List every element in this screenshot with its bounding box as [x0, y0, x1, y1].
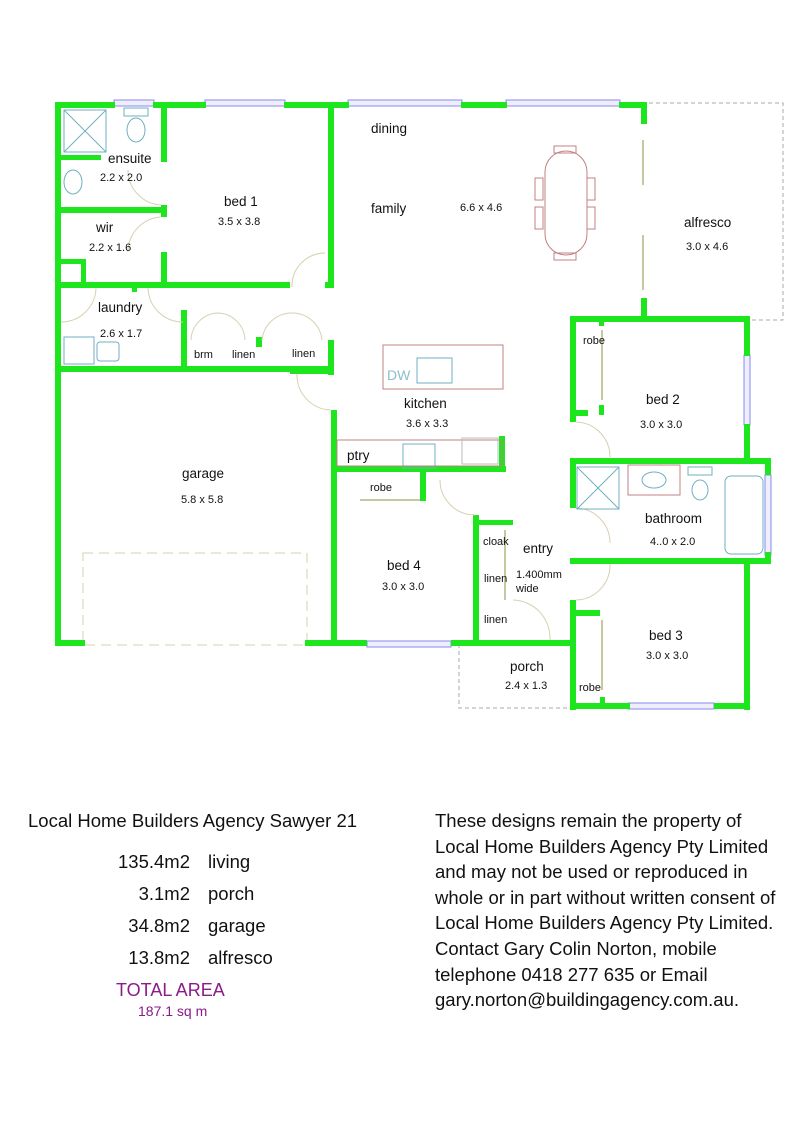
room-name: porch — [510, 659, 544, 674]
room-name: robe — [583, 335, 606, 347]
room-name: dining — [371, 121, 408, 136]
area-summary — [28, 810, 408, 1019]
fridge-icon — [462, 438, 498, 464]
toilet-cistern-icon — [124, 108, 148, 116]
basin-icon — [64, 170, 82, 194]
area-value: 13.8m2 — [128, 947, 190, 968]
room-dim: 3.6 x 3.3 — [406, 418, 449, 430]
room-name: linen — [292, 348, 316, 360]
room-dim: 6.6 x 4.6 — [460, 202, 503, 214]
room-dim: 4..0 x 2.0 — [650, 536, 696, 548]
laundry-tub-icon — [64, 337, 94, 364]
room-name: bed 3 — [649, 628, 683, 643]
toilet-icon — [127, 118, 145, 142]
outdoor-outlines — [459, 103, 783, 708]
total-area-value: 187.1 sq m — [138, 1003, 208, 1019]
area-value: 135.4m2 — [118, 851, 190, 872]
copyright-notice: These designs remain the property of Local Home Builders Agency Pty Limited and may not be used or reproduced in whole or in part without written consent of Local Home Builders Agency Pty Limited. Contact Gary Colin Norton, mobile telephone 0418 277 635 or Email gary.norton@buildingagency.com.au. — [435, 810, 776, 1011]
room-name: bed 2 — [646, 392, 680, 407]
toilet-cistern-icon — [688, 467, 712, 475]
room-name: bed 4 — [387, 558, 421, 573]
basin-icon — [642, 472, 666, 488]
ensuite-fixtures — [64, 108, 148, 364]
area-name: living — [208, 851, 251, 872]
room-dim: 3.0 x 3.0 — [646, 650, 689, 662]
total-area-label: TOTAL AREA — [116, 980, 225, 1000]
bath-icon — [725, 476, 763, 554]
plan-title: Local Home Builders Agency Sawyer 21 — [28, 810, 358, 831]
room-dim: 2.2 x 2.0 — [100, 172, 143, 184]
room-dim: 2.2 x 1.6 — [89, 242, 132, 254]
room-name: ptry — [347, 448, 370, 463]
room-name: garage — [182, 466, 225, 481]
dining-table-icon — [535, 146, 595, 260]
room-dim: wide — [516, 583, 539, 595]
laundry-sink-icon — [97, 342, 119, 361]
total-area — [28, 980, 408, 1019]
room-name: linen — [232, 349, 256, 361]
room-name: laundry — [98, 300, 143, 315]
room-dim: 3.0 x 4.6 — [686, 241, 729, 253]
room-name: ensuite — [108, 151, 152, 166]
area-row — [28, 878, 408, 910]
room-dim: 2.6 x 1.7 — [100, 328, 143, 340]
area-name: alfresco — [208, 947, 273, 968]
area-row — [28, 942, 408, 974]
garage-door-outline — [83, 553, 307, 645]
room-name: bathroom — [645, 511, 703, 526]
room-name: linen — [484, 614, 508, 626]
room-name: cloak — [483, 536, 509, 548]
room-name: brm — [194, 349, 213, 361]
room-dim: 1.400mm — [516, 569, 562, 581]
area-name: porch — [208, 883, 255, 904]
room-name: family — [371, 201, 407, 216]
toilet-icon — [692, 480, 708, 500]
area-name: garage — [208, 915, 266, 936]
room-dim: 2.4 x 1.3 — [505, 680, 548, 692]
room-dim: 3.0 x 3.0 — [382, 581, 425, 593]
room-name: robe — [370, 482, 393, 494]
room-dim: 5.8 x 5.8 — [181, 494, 224, 506]
room-dim: 3.0 x 3.0 — [640, 419, 683, 431]
area-row — [28, 910, 408, 942]
room-name: robe — [579, 682, 602, 694]
room-name: kitchen — [404, 396, 447, 411]
area-value: 3.1m2 — [138, 883, 190, 904]
cooktop-icon — [403, 444, 435, 468]
room-dim: 3.5 x 3.8 — [218, 216, 261, 228]
room-name: wir — [96, 220, 114, 235]
area-value: 34.8m2 — [128, 915, 190, 936]
room-name: linen — [484, 573, 508, 585]
room-name: bed 1 — [224, 194, 258, 209]
room-name: alfresco — [684, 215, 732, 230]
room-labels — [89, 121, 731, 694]
area-row — [28, 846, 408, 878]
room-name: entry — [523, 541, 554, 556]
sink-icon — [417, 358, 452, 383]
dishwasher-label: DW — [387, 367, 411, 383]
